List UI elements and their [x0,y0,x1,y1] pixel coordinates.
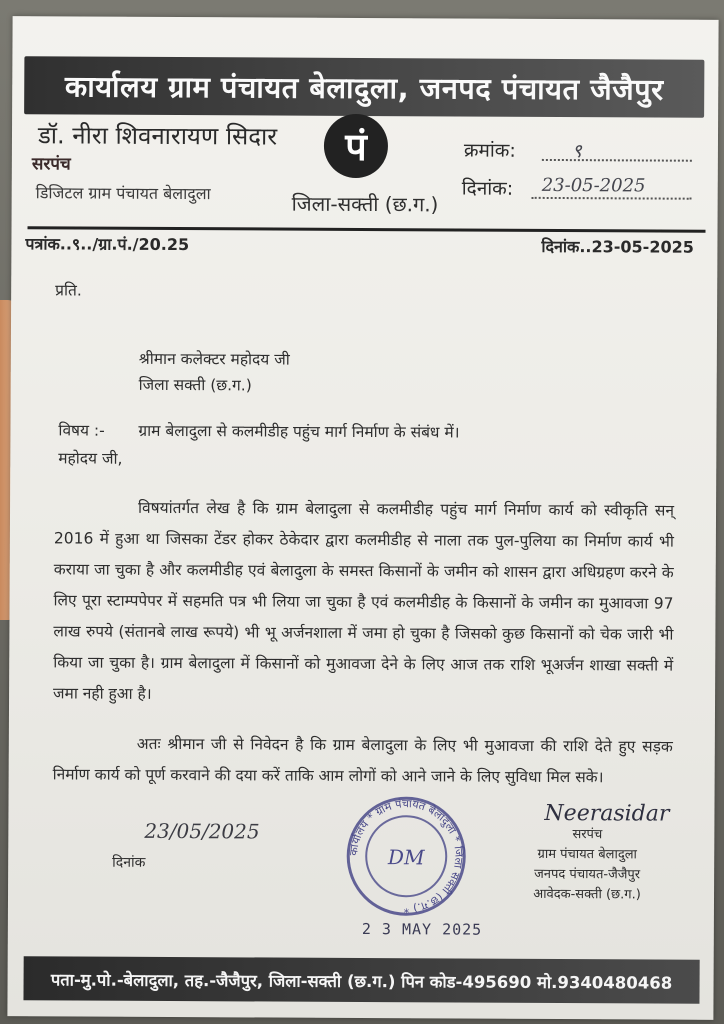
role-label: सरपंच [31,154,71,175]
letter-page [7,16,718,1020]
digital-panchayat-line: डिजिटल ग्राम पंचायत बेलादुला [35,183,211,204]
dinank-bottom-label: दिनांक [112,854,146,871]
panchayat-logo-icon [324,114,388,178]
footer-address: पता-मु.पो.-बेलादुला, तह.-जैजैपुर, जिला-सक्ती (छ.ग.) पिन कोड-495690 मो.9340480468 [50,969,673,993]
dinank-label: दिनांक: [461,177,514,200]
signature-designation: सरपंच [572,827,603,843]
salutation: महोदय जी, [58,449,123,468]
reference-date: दिनांक..23-05-2025 [541,236,694,257]
body-paragraph-1: विषयांतर्गत लेख है कि ग्राम बेलादुला से कलमीडीह पहुंच मार्ग निर्माण कार्य को स्वीकृति सन् 2016 में हुआ था जिसका टेंडर होकर ठेकेदार द्वारा कलमीडीह से नाला तक पुल-पुलिया का निर्माण कार्य भी कराया जा चुका है और कलमीडीह एवं बेलादुला के समस्त किसानों के जमीन को शासन द्वारा अधिग्रहण करने के लिए पूरा स्टाम्पपेपर में सहमति पत्र भी लिया जा चुका है एवं कलमीडीह के किसानों के जमीन का मुआवजा 97 लाख रुपये (संतानबे लाख रूपये) भी भू अर्जनशाला में जमा हो चुका है जिसको कुछ किसानों को चेक जारी भी किया जा चुका है। ग्राम बेलादुला में किसानों को मुआवजा देने के लिए आज तक राशि भूअर्जन शाखा सक्ती में जमा नही हुआ है। [53,498,675,703]
body-paragraph-2: अतः श्रीमान जी से निवेदन है कि ग्राम बेलादुला के लिए भी मुआवजा की राशि देते हुए सड़क निर्माण कार्य को पूर्ण करवाने की दया करें ताकि आम लोगों को आने जाने के लिए सुविधा मिल सके। [52,734,673,787]
dinank-value: 23-05-2025 [541,174,646,197]
kramank-value: ९ [571,140,582,163]
signature-line-2: जनपद पंचायत-जैजैपुर [534,866,641,883]
district-label: जिला-सक्ती (छ.ग.) [291,191,439,217]
stamp-inner-initials: DM [387,845,425,870]
footer-address-band [23,956,699,1004]
subject-label: विषय :- [58,421,105,440]
patrank-reference: पत्रांक..९../ग्रा.पं./20.25 [25,234,190,255]
office-seal-stamp [344,794,469,919]
stamp-ring-text: कार्यालय * ग्राम पंचायत बेलादुला * जिला सक्ती (छ.ग.) * [346,797,466,916]
signature-block [502,825,672,906]
signature-line-3: आवेदक-सक्ती (छ.ग.) [533,886,641,903]
sarpanch-name: डॉ. नीरा शिवनारायण सिदार [37,121,278,151]
kramank-label: क्रमांक: [463,139,516,162]
office-title: कार्यालय ग्राम पंचायत बेलादुला, जनपद पंचायत जैजैपुर [64,68,664,107]
received-date-stamp: 2 3 MAY 2025 [361,919,483,939]
signature-line-1: ग्राम पंचायत बेलादुला [537,846,637,863]
prati-label: प्रति. [55,281,82,300]
handwritten-date: 23/05/2025 [144,818,260,844]
kramank-dotted-line [542,159,692,162]
addressee-line-1: श्रीमान कलेक्टर महोदय जी [138,349,290,369]
office-title-band [24,56,704,118]
addressee-line-2: जिला सक्ती (छ.ग.) [138,375,252,395]
subject-text: ग्राम बेलादुला से कलमीडीह पहुंच मार्ग निर्माण के संबंध में। [138,421,460,442]
sarpanch-signature: Neerasidar [544,800,670,827]
logo-glyph: पं [345,124,367,170]
dinank-dotted-line [532,197,692,200]
